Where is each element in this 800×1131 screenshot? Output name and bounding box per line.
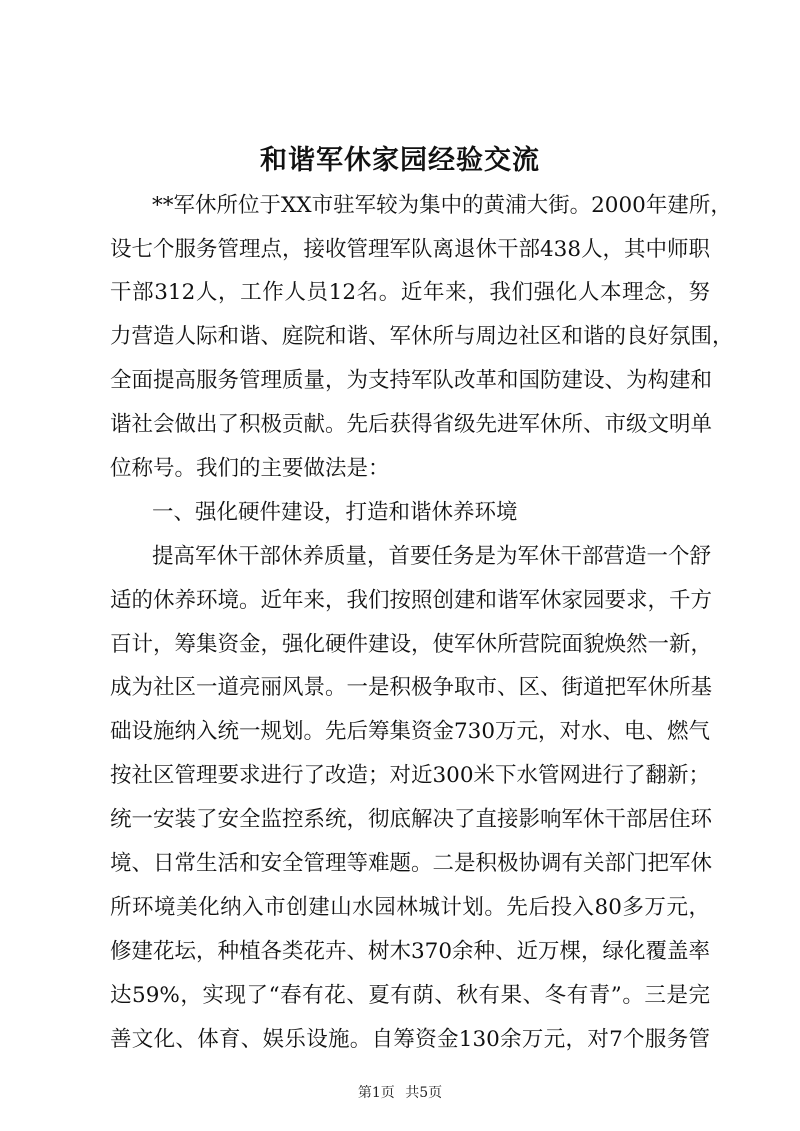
- text-line: 百计，筹集资金，强化硬件建设，使军休所营院面貌焕然一新，: [110, 632, 713, 657]
- text-line: 干部312人，工作人员12名。近年来，我们强化人本理念，努: [110, 280, 710, 305]
- text-line: 适的休养环境。近年来，我们按照创建和谐军休家园要求，千方: [110, 588, 713, 613]
- text-line: **军休所位于XX市驻军较为集中的黄浦大街。2000年建所，: [152, 193, 732, 218]
- text-line: 础设施纳入统一规划。先后筹集资金730万元，对水、电、燃气: [110, 719, 711, 744]
- text-line: 所环境美化纳入市创建山水园林城计划。先后投入80多万元，: [110, 895, 710, 920]
- page-total: 共5页: [405, 1085, 443, 1101]
- section-heading: 一、强化硬件建设，打造和谐休养环境: [152, 500, 518, 525]
- text-line: 按社区管理要求进行了改造；对近300米下水管网进行了翻新；: [110, 763, 711, 788]
- text-line: 全面提高服务管理质量，为支持军队改革和国防建设、为构建和: [110, 368, 713, 393]
- text-line: 统一安装了安全监控系统，彻底解决了直接影响军休干部居住环: [110, 807, 713, 832]
- document-title: 和谐军休家园经验交流: [260, 145, 540, 176]
- text-line: 力营造人际和谐、庭院和谐、军休所与周边社区和谐的良好氛围，: [110, 324, 734, 349]
- text-line: 境、日常生活和安全管理等难题。二是积极协调有关部门把军休: [110, 851, 713, 876]
- text-line: 修建花坛，种植各类花卉、树木370余种、近万棵，绿化覆盖率: [110, 939, 711, 964]
- text-line: 位称号。我们的主要做法是：: [110, 456, 390, 481]
- text-line: 善文化、体育、娱乐设施。自筹资金130余万元，对7个服务管: [110, 1027, 710, 1052]
- page-number: 第1页: [357, 1085, 395, 1101]
- text-line: 提高军休干部休养质量，首要任务是为军休干部营造一个舒: [152, 544, 712, 569]
- text-line: 谐社会做出了积极贡献。先后获得省级先进军休所、市级文明单: [110, 412, 713, 437]
- text-line: 成为社区一道亮丽风景。一是积极争取市、区、街道把军休所基: [110, 675, 713, 700]
- text-line: 达59%，实现了“春有花、夏有荫、秋有果、冬有青”。三是完: [110, 983, 710, 1008]
- page-footer: [0, 1082, 800, 1102]
- text-line: 设七个服务管理点，接收管理军队离退休干部438人，其中师职: [110, 237, 711, 262]
